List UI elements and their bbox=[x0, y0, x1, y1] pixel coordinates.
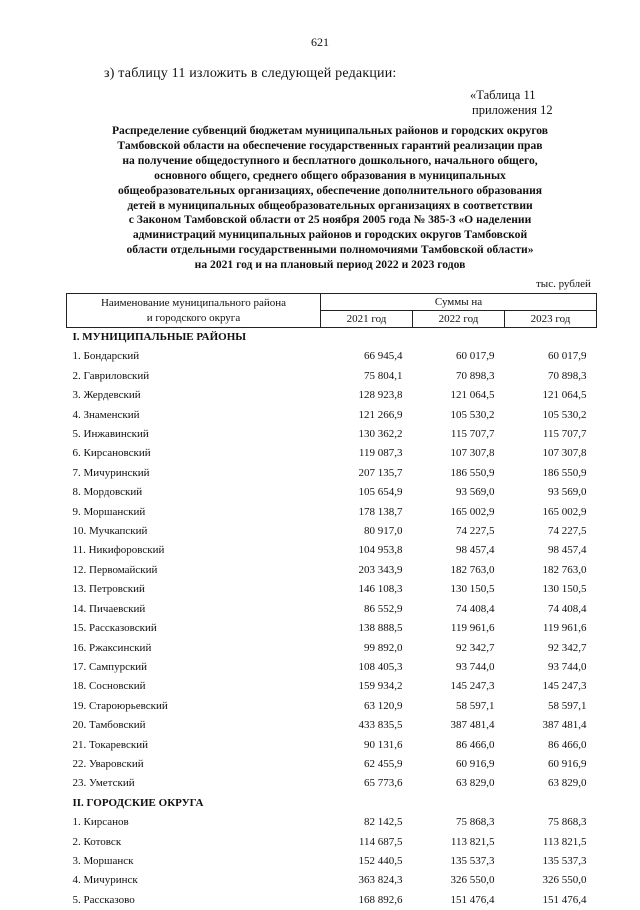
table-row bbox=[67, 891, 597, 910]
district-name: 18. Сосновский bbox=[67, 677, 321, 696]
amount-2021: 65 773,6 bbox=[321, 774, 413, 793]
table-row bbox=[67, 386, 597, 405]
table-row bbox=[67, 580, 597, 599]
table-row bbox=[67, 367, 597, 386]
amount-2023: 186 550,9 bbox=[505, 464, 597, 483]
amount-2022: 115 707,7 bbox=[413, 425, 505, 444]
table-row bbox=[67, 522, 597, 541]
unit-label: тыс. рублей bbox=[536, 278, 591, 290]
table-row bbox=[67, 464, 597, 483]
amount-2023: 98 457,4 bbox=[505, 541, 597, 560]
district-name: 4. Знаменский bbox=[67, 406, 321, 425]
district-name: 11. Никифоровский bbox=[67, 541, 321, 560]
table-row bbox=[67, 736, 597, 755]
amount-2023: 63 829,0 bbox=[505, 774, 597, 793]
district-name: 2. Гавриловский bbox=[67, 367, 321, 386]
amount-2022: 326 550,0 bbox=[413, 871, 505, 890]
amount-2022: 74 408,4 bbox=[413, 600, 505, 619]
amount-2022: 75 868,3 bbox=[413, 813, 505, 832]
name-header-line-2: и городского округа bbox=[147, 312, 240, 324]
amount-2022: 60 017,9 bbox=[413, 347, 505, 366]
intro-text: з) таблицу 11 изложить в следующей редакции: bbox=[104, 66, 397, 82]
amount-2023: 119 961,6 bbox=[505, 619, 597, 638]
table-row bbox=[67, 716, 597, 735]
district-name: 12. Первомайский bbox=[67, 561, 321, 580]
page-number: 621 bbox=[0, 35, 640, 50]
amount-2021: 90 131,6 bbox=[321, 736, 413, 755]
table-row bbox=[67, 755, 597, 774]
district-name: 23. Уметский bbox=[67, 774, 321, 793]
amount-2023: 145 247,3 bbox=[505, 677, 597, 696]
district-name: 4. Мичуринск bbox=[67, 871, 321, 890]
amount-2022: 63 829,0 bbox=[413, 774, 505, 793]
amount-2021: 152 440,5 bbox=[321, 852, 413, 871]
heading-line: детей в муниципальных общеобразовательных организациях в соответствии bbox=[60, 199, 600, 214]
amount-2023: 58 597,1 bbox=[505, 697, 597, 716]
section-row bbox=[67, 328, 597, 348]
amount-2021: 104 953,8 bbox=[321, 541, 413, 560]
district-name: 1. Бондарский bbox=[67, 347, 321, 366]
table-row bbox=[67, 483, 597, 502]
table-row bbox=[67, 347, 597, 366]
amount-2021: 168 892,6 bbox=[321, 891, 413, 910]
amount-2021: 128 923,8 bbox=[321, 386, 413, 405]
amount-2022: 130 150,5 bbox=[413, 580, 505, 599]
amount-2021: 203 343,9 bbox=[321, 561, 413, 580]
subsidy-table bbox=[66, 293, 597, 910]
amount-2023: 86 466,0 bbox=[505, 736, 597, 755]
heading-line: с Законом Тамбовской области от 25 ноября 2005 года № 385-З «О наделении bbox=[60, 213, 600, 228]
reference-line-2: приложения 12 bbox=[470, 103, 553, 118]
amount-2023: 387 481,4 bbox=[505, 716, 597, 735]
year-header-2022: 2022 год bbox=[413, 311, 505, 328]
table-body bbox=[67, 328, 597, 910]
table-row bbox=[67, 541, 597, 560]
heading-line: на 2021 год и на плановый период 2022 и 2023 годов bbox=[60, 258, 600, 273]
amount-2021: 146 108,3 bbox=[321, 580, 413, 599]
amount-2023: 92 342,7 bbox=[505, 639, 597, 658]
district-name: 3. Жердевский bbox=[67, 386, 321, 405]
amount-2022: 151 476,4 bbox=[413, 891, 505, 910]
heading-line: на получение общедоступного и бесплатного дошкольного, начального общего, bbox=[60, 154, 600, 169]
amount-2022: 98 457,4 bbox=[413, 541, 505, 560]
amount-2021: 121 266,9 bbox=[321, 406, 413, 425]
table-row bbox=[67, 444, 597, 463]
amount-2023: 135 537,3 bbox=[505, 852, 597, 871]
table-row bbox=[67, 697, 597, 716]
district-name: 13. Петровский bbox=[67, 580, 321, 599]
amount-2023: 105 530,2 bbox=[505, 406, 597, 425]
district-name: 6. Кирсановский bbox=[67, 444, 321, 463]
district-name: 16. Ржаксинский bbox=[67, 639, 321, 658]
amount-2023: 74 227,5 bbox=[505, 522, 597, 541]
heading-line: основного общего, среднего общего образования в муниципальных bbox=[60, 169, 600, 184]
year-header-2021: 2021 год bbox=[321, 311, 413, 328]
amount-2021: 178 138,7 bbox=[321, 503, 413, 522]
table-row bbox=[67, 871, 597, 890]
amount-2022: 70 898,3 bbox=[413, 367, 505, 386]
table-row bbox=[67, 852, 597, 871]
amount-2022: 92 342,7 bbox=[413, 639, 505, 658]
amount-2021: 75 804,1 bbox=[321, 367, 413, 386]
section-row bbox=[67, 794, 597, 813]
amount-2022: 186 550,9 bbox=[413, 464, 505, 483]
heading-line: администраций муниципальных районов и городских округов Тамбовской bbox=[60, 228, 600, 243]
amount-2021: 105 654,9 bbox=[321, 483, 413, 502]
district-name: 17. Сампурский bbox=[67, 658, 321, 677]
table-row bbox=[67, 813, 597, 832]
amount-2022: 113 821,5 bbox=[413, 833, 505, 852]
amount-2021: 114 687,5 bbox=[321, 833, 413, 852]
amount-2022: 105 530,2 bbox=[413, 406, 505, 425]
district-name: 10. Мучкапский bbox=[67, 522, 321, 541]
amount-2022: 182 763,0 bbox=[413, 561, 505, 580]
amount-2023: 93 569,0 bbox=[505, 483, 597, 502]
amount-2021: 130 362,2 bbox=[321, 425, 413, 444]
table-row bbox=[67, 658, 597, 677]
heading-line: Распределение субвенций бюджетам муниципальных районов и городских округов bbox=[60, 124, 600, 139]
amount-2023: 121 064,5 bbox=[505, 386, 597, 405]
table-row bbox=[67, 406, 597, 425]
district-name: 21. Токаревский bbox=[67, 736, 321, 755]
district-name: 5. Инжавинский bbox=[67, 425, 321, 444]
amount-2021: 82 142,5 bbox=[321, 813, 413, 832]
district-name: 9. Моршанский bbox=[67, 503, 321, 522]
amount-2022: 58 597,1 bbox=[413, 697, 505, 716]
amount-2021: 66 945,4 bbox=[321, 347, 413, 366]
amount-2021: 63 120,9 bbox=[321, 697, 413, 716]
amount-2021: 207 135,7 bbox=[321, 464, 413, 483]
reference-line-1: «Таблица 11 bbox=[470, 88, 553, 103]
district-name: 7. Мичуринский bbox=[67, 464, 321, 483]
amount-2021: 138 888,5 bbox=[321, 619, 413, 638]
district-name: 14. Пичаевский bbox=[67, 600, 321, 619]
name-column-header bbox=[67, 294, 321, 328]
amount-2022: 93 569,0 bbox=[413, 483, 505, 502]
amount-2023: 75 868,3 bbox=[505, 813, 597, 832]
table-row bbox=[67, 425, 597, 444]
table-row bbox=[67, 503, 597, 522]
table-row bbox=[67, 833, 597, 852]
table-row bbox=[67, 561, 597, 580]
sums-header: Суммы на bbox=[321, 294, 597, 311]
amount-2021: 62 455,9 bbox=[321, 755, 413, 774]
amount-2021: 159 934,2 bbox=[321, 677, 413, 696]
amount-2022: 165 002,9 bbox=[413, 503, 505, 522]
amount-2023: 107 307,8 bbox=[505, 444, 597, 463]
amount-2022: 93 744,0 bbox=[413, 658, 505, 677]
table-reference bbox=[470, 88, 553, 118]
district-name: 5. Рассказово bbox=[67, 891, 321, 910]
document-heading bbox=[60, 124, 600, 273]
amount-2023: 182 763,0 bbox=[505, 561, 597, 580]
amount-2021: 119 087,3 bbox=[321, 444, 413, 463]
year-header-2023: 2023 год bbox=[505, 311, 597, 328]
amount-2022: 119 961,6 bbox=[413, 619, 505, 638]
name-header-line-1: Наименование муниципального района bbox=[101, 297, 286, 309]
amount-2022: 74 227,5 bbox=[413, 522, 505, 541]
district-name: 15. Рассказовский bbox=[67, 619, 321, 638]
amount-2023: 151 476,4 bbox=[505, 891, 597, 910]
district-name: 3. Моршанск bbox=[67, 852, 321, 871]
table-row bbox=[67, 639, 597, 658]
amount-2023: 60 017,9 bbox=[505, 347, 597, 366]
amount-2023: 113 821,5 bbox=[505, 833, 597, 852]
district-name: 8. Мордовский bbox=[67, 483, 321, 502]
amount-2023: 60 916,9 bbox=[505, 755, 597, 774]
amount-2023: 165 002,9 bbox=[505, 503, 597, 522]
amount-2022: 121 064,5 bbox=[413, 386, 505, 405]
table-row bbox=[67, 600, 597, 619]
heading-line: общеобразовательных организациях, обеспечение дополнительного образования bbox=[60, 184, 600, 199]
table-row bbox=[67, 619, 597, 638]
amount-2023: 130 150,5 bbox=[505, 580, 597, 599]
amount-2021: 363 824,3 bbox=[321, 871, 413, 890]
heading-line: Тамбовской области на обеспечение государственных гарантий реализации прав bbox=[60, 139, 600, 154]
district-name: 2. Котовск bbox=[67, 833, 321, 852]
district-name: 20. Тамбовский bbox=[67, 716, 321, 735]
heading-line: области отдельными государственными полномочиями Тамбовской области» bbox=[60, 243, 600, 258]
section-title: II. ГОРОДСКИЕ ОКРУГА bbox=[67, 794, 597, 813]
amount-2021: 86 552,9 bbox=[321, 600, 413, 619]
amount-2022: 387 481,4 bbox=[413, 716, 505, 735]
district-name: 19. Староюрьевский bbox=[67, 697, 321, 716]
amount-2023: 326 550,0 bbox=[505, 871, 597, 890]
district-name: 1. Кирсанов bbox=[67, 813, 321, 832]
amount-2021: 80 917,0 bbox=[321, 522, 413, 541]
amount-2023: 115 707,7 bbox=[505, 425, 597, 444]
section-title: I. МУНИЦИПАЛЬНЫЕ РАЙОНЫ bbox=[67, 328, 597, 348]
amount-2023: 93 744,0 bbox=[505, 658, 597, 677]
amount-2022: 86 466,0 bbox=[413, 736, 505, 755]
table-row bbox=[67, 774, 597, 793]
amount-2023: 74 408,4 bbox=[505, 600, 597, 619]
amount-2022: 107 307,8 bbox=[413, 444, 505, 463]
amount-2022: 60 916,9 bbox=[413, 755, 505, 774]
amount-2021: 99 892,0 bbox=[321, 639, 413, 658]
amount-2022: 135 537,3 bbox=[413, 852, 505, 871]
amount-2021: 108 405,3 bbox=[321, 658, 413, 677]
table-row bbox=[67, 677, 597, 696]
district-name: 22. Уваровский bbox=[67, 755, 321, 774]
amount-2021: 433 835,5 bbox=[321, 716, 413, 735]
amount-2023: 70 898,3 bbox=[505, 367, 597, 386]
amount-2022: 145 247,3 bbox=[413, 677, 505, 696]
